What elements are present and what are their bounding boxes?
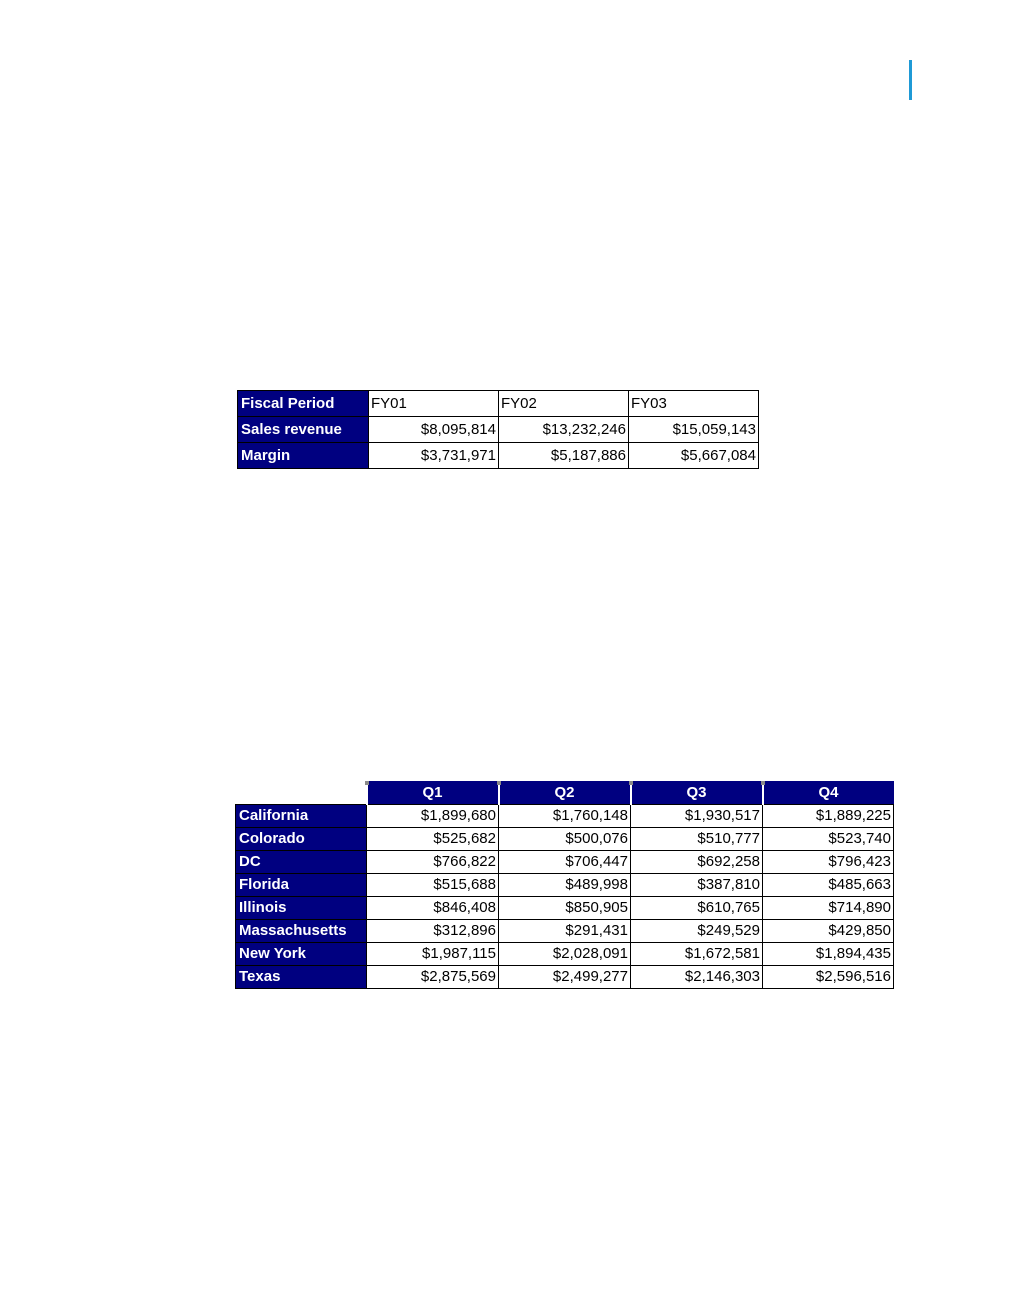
table-cell: $489,998: [499, 874, 631, 897]
state-row-header: DC: [236, 851, 367, 874]
table-cell: $510,777: [631, 828, 763, 851]
table-cell: $13,232,246: [499, 417, 629, 443]
quarter-header-row: [236, 781, 894, 805]
table-cell: $525,682: [367, 828, 499, 851]
table-cell: $692,258: [631, 851, 763, 874]
table-row: [236, 851, 894, 874]
table-cell: $429,850: [763, 920, 894, 943]
table-cell: $796,423: [763, 851, 894, 874]
table-row: [236, 805, 894, 828]
table-cell: $846,408: [367, 897, 499, 920]
table-cell: $706,447: [499, 851, 631, 874]
quarter-column-header: Q4: [763, 781, 894, 805]
fiscal-column-header: FY03: [629, 391, 759, 417]
table-cell: $610,765: [631, 897, 763, 920]
table-cell: $3,731,971: [369, 443, 499, 469]
quarter-column-header: Q1: [367, 781, 499, 805]
row-header: Sales revenue: [238, 417, 369, 443]
table-cell: $2,596,516: [763, 966, 894, 989]
table-cell: $1,899,680: [367, 805, 499, 828]
state-row-header: Colorado: [236, 828, 367, 851]
fiscal-column-header: FY02: [499, 391, 629, 417]
table-cell: $8,095,814: [369, 417, 499, 443]
table-cell: $312,896: [367, 920, 499, 943]
table-cell: $485,663: [763, 874, 894, 897]
table-cell: $1,894,435: [763, 943, 894, 966]
table-row: [236, 874, 894, 897]
state-row-header: New York: [236, 943, 367, 966]
table-cell: $1,672,581: [631, 943, 763, 966]
table-cell: $5,667,084: [629, 443, 759, 469]
table-cell: $766,822: [367, 851, 499, 874]
table-cell: $515,688: [367, 874, 499, 897]
page-edge-marker: [909, 60, 912, 100]
table-cell: $2,875,569: [367, 966, 499, 989]
table-row: [236, 897, 894, 920]
quarter-column-header: Q2: [499, 781, 631, 805]
fiscal-table-row: [238, 417, 759, 443]
fiscal-period-table: [237, 390, 759, 469]
table-cell: $1,987,115: [367, 943, 499, 966]
fiscal-table-row: [238, 443, 759, 469]
table-row: [236, 828, 894, 851]
table-cell: $2,499,277: [499, 966, 631, 989]
table-cell: $249,529: [631, 920, 763, 943]
table-cell: $500,076: [499, 828, 631, 851]
table-cell: $714,890: [763, 897, 894, 920]
table-cell: $387,810: [631, 874, 763, 897]
table-cell: $15,059,143: [629, 417, 759, 443]
table-cell: $291,431: [499, 920, 631, 943]
row-header: Margin: [238, 443, 369, 469]
table-cell: $1,930,517: [631, 805, 763, 828]
state-row-header: Florida: [236, 874, 367, 897]
state-row-header: Massachusetts: [236, 920, 367, 943]
state-quarter-table: [235, 781, 894, 989]
table-row: [236, 943, 894, 966]
table-cell: $2,028,091: [499, 943, 631, 966]
table-cell: $1,760,148: [499, 805, 631, 828]
fiscal-header-row: [238, 391, 759, 417]
table-row: [236, 966, 894, 989]
quarter-column-header: Q3: [631, 781, 763, 805]
table-cell: $2,146,303: [631, 966, 763, 989]
table-cell: $850,905: [499, 897, 631, 920]
fiscal-column-header: FY01: [369, 391, 499, 417]
state-row-header: Illinois: [236, 897, 367, 920]
table-cell: $523,740: [763, 828, 894, 851]
empty-corner-cell: [236, 781, 367, 805]
table-cell: $5,187,886: [499, 443, 629, 469]
table-row: [236, 920, 894, 943]
fiscal-period-header: Fiscal Period: [238, 391, 369, 417]
state-row-header: Texas: [236, 966, 367, 989]
table-cell: $1,889,225: [763, 805, 894, 828]
state-row-header: California: [236, 805, 367, 828]
